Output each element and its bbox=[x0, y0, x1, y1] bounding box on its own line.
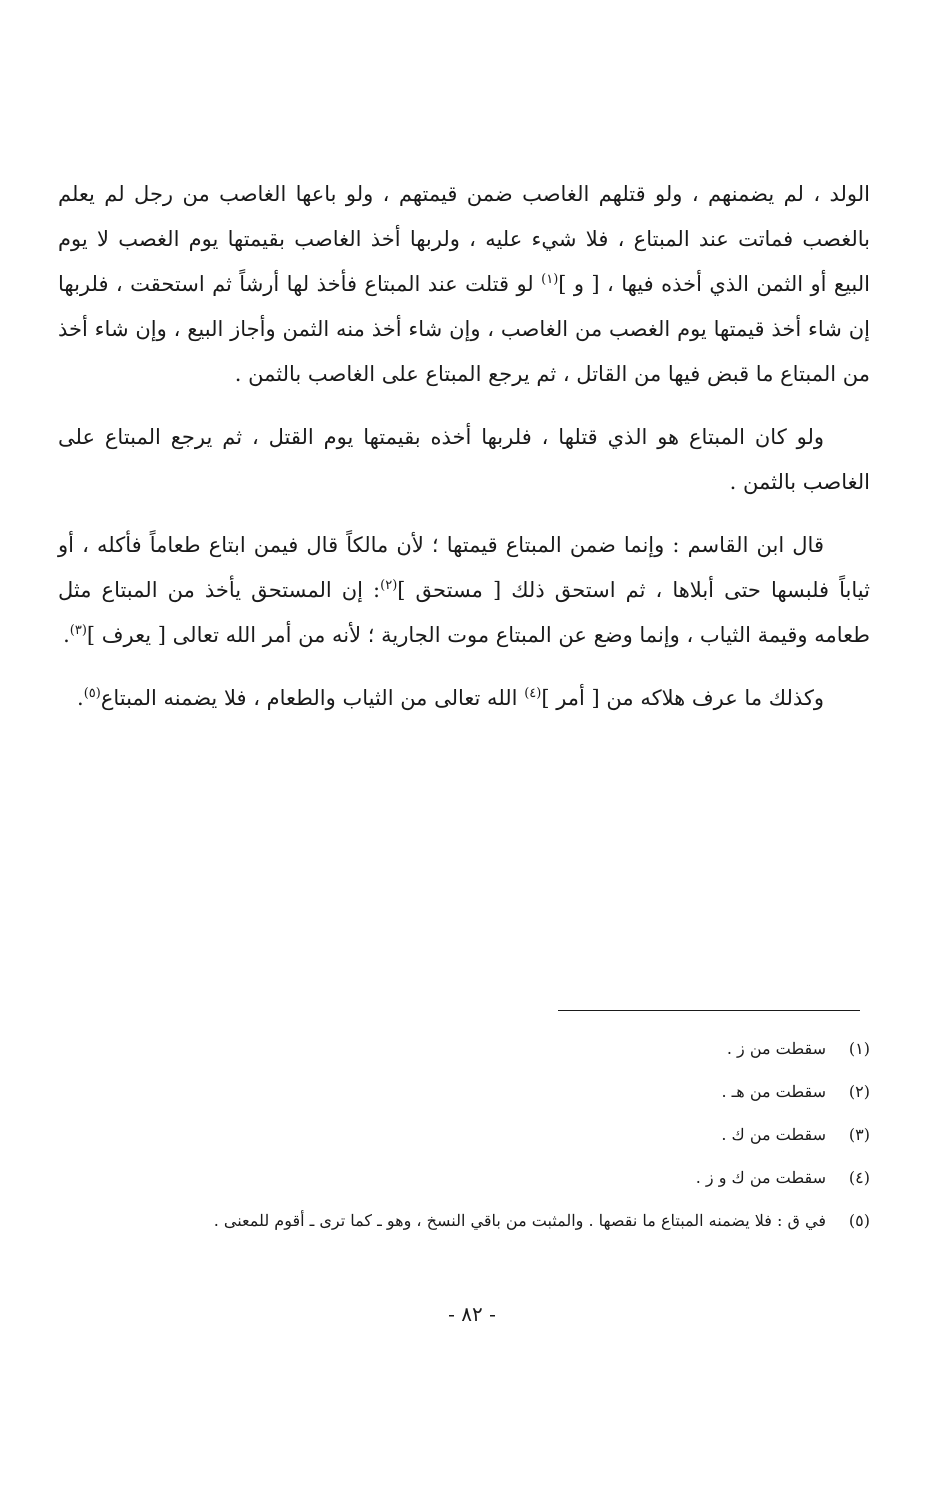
footnote-number: (٢) bbox=[848, 1082, 870, 1101]
footnote-reference: (١) bbox=[541, 272, 559, 287]
paragraph bbox=[58, 172, 870, 397]
text-run: الله تعالى من الثياب والطعام ، فلا يضمنه المبتاع bbox=[100, 686, 525, 710]
footnote-reference: (٢) bbox=[380, 578, 398, 593]
footnote-divider bbox=[558, 1010, 860, 1011]
paragraph bbox=[58, 523, 870, 658]
footnote-item bbox=[58, 1204, 870, 1238]
footnote-text: في ق : فلا يضمنه المبتاع ما نقصها . والمثبت من باقي النسخ ، وهو ـ كما ترى ـ أقوم للمعنى . bbox=[213, 1211, 826, 1230]
footnote-item bbox=[58, 1075, 870, 1109]
text-run: . bbox=[63, 623, 70, 647]
text-run: لو قتلت عند المبتاع فأخذ لها أرشاً ثم استحقت ، فلربها إن شاء أخذ قيمتها يوم الغصب من الغاصب ، وإن شاء أخذ منه الثمن وأجاز البيع ، وإن شاء أخذ من المبتاع ما قبض فيها من القاتل ، ثم يرجع المبتاع على الغاصب بالثمن . bbox=[58, 272, 870, 386]
footnote-item bbox=[58, 1118, 870, 1152]
footnote-number: (١) bbox=[848, 1039, 870, 1058]
footnote-text: سقطت من ك . bbox=[721, 1125, 826, 1144]
footnote-reference: (٤) bbox=[524, 686, 542, 701]
text-run: قال ابن القاسم : وإنما ضمن المبتاع قيمتها ؛ لأن مالكاً قال فيمن ابتاع طعاماً فأكله ، أو ثياباً فلبسها حتى أبلاها ، ثم استحق ذلك [ مستحق ] bbox=[58, 533, 870, 602]
footnote-text: سقطت من ك و ز . bbox=[695, 1168, 826, 1187]
text-run: . bbox=[77, 686, 84, 710]
footnote-number: (٣) bbox=[848, 1125, 870, 1144]
paragraph bbox=[58, 676, 870, 721]
footnote-text: سقطت من هـ . bbox=[721, 1082, 826, 1101]
text-run: وكذلك ما عرف هلاكه من [ أمر ] bbox=[541, 686, 824, 710]
footnote-text: سقطت من ز . bbox=[726, 1039, 826, 1058]
footnote-reference: (٣) bbox=[69, 623, 87, 638]
text-run: : إن المستحق يأخذ من المبتاع مثل طعامه وقيمة الثياب ، وإنما وضع عن المبتاع موت الجارية ؛ لأنه من أمر الله تعالى [ يعرف ] bbox=[58, 578, 870, 647]
text-run: ولو كان المبتاع هو الذي قتلها ، فلربها أخذه بقيمتها يوم القتل ، ثم يرجع المبتاع على الغاصب بالثمن . bbox=[58, 425, 870, 494]
main-text bbox=[58, 172, 870, 739]
footnote-number: (٥) bbox=[848, 1211, 870, 1230]
footnote-item bbox=[58, 1032, 870, 1066]
page-number: - ٨٢ - bbox=[448, 1302, 496, 1326]
paragraph bbox=[58, 415, 870, 505]
footnote-reference: (٥) bbox=[83, 686, 101, 701]
footnote-number: (٤) bbox=[848, 1168, 870, 1187]
footnote-item bbox=[58, 1161, 870, 1195]
footnotes-section bbox=[58, 1032, 870, 1247]
text-run: الولد ، لم يضمنهم ، ولو قتلهم الغاصب ضمن قيمتهم ، ولو باعها الغاصب من رجل لم يعلم بالغصب فماتت عند المبتاع ، فلا شيء عليه ، ولربها أخذ الغاصب بقيمتها يوم الغصب لا يوم البيع أو الثمن الذي أخذه فيها ، [ و ] bbox=[58, 182, 870, 296]
